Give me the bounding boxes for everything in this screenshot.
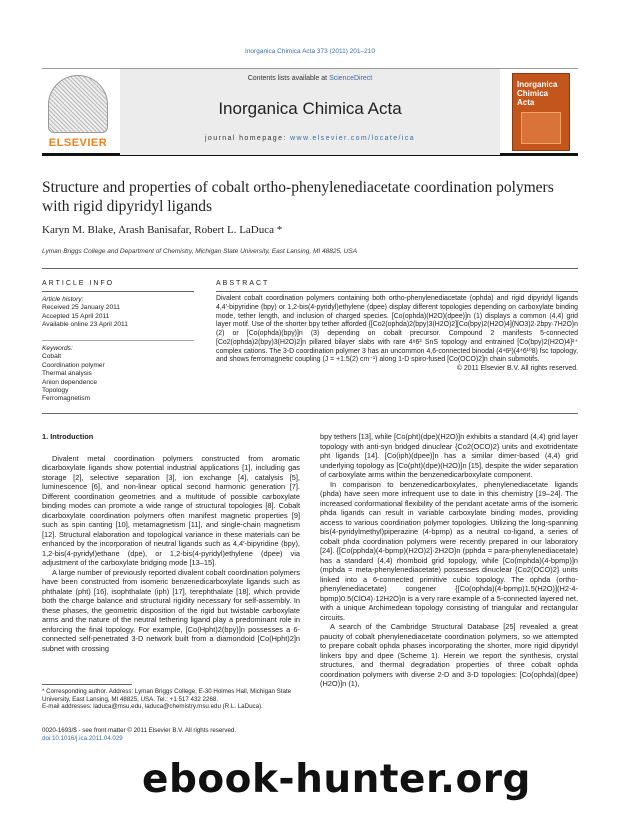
divider bbox=[42, 291, 194, 292]
divider bbox=[42, 340, 194, 341]
journal-banner bbox=[120, 69, 500, 155]
keywords-label: Keywords: bbox=[42, 345, 73, 352]
footnote-divider bbox=[42, 684, 132, 685]
paragraph: A large number of previously reported divalent cobalt coordination polymers have been constructed from isomeric benzenedicarboxylate ligands such as phthalate (pht) [16], isophthalate (iph) [17], terephthalate [18], which provide both the charge balance and structural rigidity necessary for self-assembly. In these phases, the geometric disposition of the rigid but twistable carboxylate arms and the nature of the neutral tethering ligand play a predominant role in enforcing the final topology. For example, [Co(Hpht)2(bpy)]n possesses a 6-connected self-penetrated 3-D network built from a diamondoid [Co(Hpht)2]n subnet with crossing bbox=[42, 567, 300, 653]
body-left-column bbox=[42, 432, 300, 653]
homepage-prefix: journal homepage: bbox=[204, 135, 291, 142]
doi-link[interactable]: doi:10.1016/j.ica.2011.04.029 bbox=[42, 734, 123, 742]
journal-title: Inorganica Chimica Acta bbox=[218, 99, 402, 118]
email-addresses[interactable]: E-mail addresses: laduca@msu.edu, laduca@chemistry.msu.edu (R.L. LaDuca). bbox=[42, 703, 263, 711]
section-heading: 1. Introduction bbox=[42, 432, 94, 441]
body-right-column bbox=[320, 432, 578, 689]
sciencedirect-link[interactable]: ScienceDirect bbox=[329, 75, 373, 82]
abstract-heading: ABSTRACT bbox=[216, 280, 270, 287]
paragraph: In comparison to benzenedicarboxylates, phenylenediacetate ligands (phda) have seen more infrequent use to date in this chemistry [19–24]. The increased conformational flexibility of the pendant acetate arms of the isomeric phda ligands can result in variable carboxylate binding modes, providing access to various coordination polymer topologies. Utilizing the long-spanning bis(4-pyridylmethyl)piperazine (4-bpmp) as a neutral co-ligand, a series of cobalt phda coordination polymers were recently prepared in our laboratory [24]. {[Co(pphda)(4-bpmp)(H2O)2]·2H2O}n (pphda = para-phenylenediacetate) has a standard (4,4) rhomboid grid topology, while [Co(mphda)(4-bpmp)]n (mphda = meta-phenylenediacetate) possesses dinuclear {Co2(OCO)2} units linked into a 6-connected primitive cubic topology. The ophda (ortho-phenylenediacetate) congener {[Co(ophda)(4-bpmp)1.5(H2O)](H2-4-bpmp)0.5(ClO4)·12H2O}n is a very rare example of a 5-connected layered net, with a unique Archimedean topology consisting of triangular and rectangular circuits. bbox=[320, 479, 578, 622]
keyword: Thermal analysis bbox=[42, 370, 92, 378]
abstract-copyright: © 2011 Elsevier B.V. All rights reserved. bbox=[456, 365, 578, 372]
article-title: Structure and properties of cobalt ortho-phenylenediacetate coordination polymers with rigid dipyridyl ligands bbox=[42, 179, 554, 215]
journal-citation[interactable]: Inorganica Chimica Acta 373 (2011) 201–210 bbox=[245, 48, 375, 55]
paragraph: Divalent metal coordination polymers constructed from aromatic dicarboxylate ligands show potential industrial applications [1], including gas storage [2], selective separation [3], ion exchange [4], catalysis [5], luminescence [6], and non-linear optical second harmonic generation [7]. Different coordination geometries and a multitude of possible carboxylate binding modes can promote a wide range of structural topologies [8]. Cobalt dicarboxylate coordination polymers often manifest magnetic properties [9] such as spin canting [10], metamagnetism [11], and single-chain magnetism [12]. Structural elaboration and topological variance in these materials can be enhanced by the incorporation of neutral ligands such as 4,4′-bipyridine (bpy), 1,2-bis(4-pyridyl)ethane (dpe), or 1,2-bis(4-pyridyl)ethylene (dpee) via adjustment of the carboxylate bridging mode [13–15]. bbox=[42, 453, 300, 567]
keyword: Topology bbox=[42, 387, 69, 395]
corresponding-author-note: * Corresponding author. Address: Lyman Briggs College, E-30 Holmes Hall, Michigan State University, East Lansing, MI 48825, USA. Tel.: +1 517 432 2268. bbox=[42, 688, 292, 703]
keyword: Coordination polymer bbox=[42, 361, 105, 369]
paragraph: A search of the Cambridge Structural Database [25] revealed a great paucity of cobalt phenylenediacetate coordination polymers, so we attempted to prepare cobalt ophda phases incorporating the shorter, more rigid dipyridyl linkers bpy and dpee (Scheme 1). Herein we report the synthesis, crystal structures, and thermal degradation properties of three cobalt ophda coordination polymers with diverse 2-D and 3-D topologies: [Co(ophda)(dpee)(H2O)]n (1), bbox=[320, 622, 578, 688]
keywords bbox=[42, 345, 194, 404]
issn-line: 0020-1693/$ - see front matter © 2011 Elsevier B.V. All rights reserved. bbox=[42, 727, 237, 734]
front-matter bbox=[42, 727, 300, 742]
footnote bbox=[42, 688, 300, 711]
watermark-text: ebook-hunter.org bbox=[142, 757, 531, 802]
author-affiliation: Lyman Briggs College and Department of Chemistry, Michigan State University, East Lansing, MI 48825, USA bbox=[42, 248, 358, 255]
keyword: Ferromagnetism bbox=[42, 395, 91, 403]
divider bbox=[42, 413, 578, 414]
history-label: Article history: bbox=[42, 296, 84, 303]
homepage-link[interactable]: www.elsevier.com/locate/ica bbox=[290, 135, 416, 142]
abstract-body bbox=[216, 295, 578, 374]
publisher-wordmark: ELSEVIER bbox=[48, 137, 108, 149]
journal-cover-thumbnail[interactable] bbox=[512, 73, 570, 151]
contents-prefix: Contents lists available at bbox=[247, 75, 330, 82]
keyword: Anion dependence bbox=[42, 378, 97, 386]
article-history bbox=[42, 296, 194, 330]
history-item: Available online 23 April 2011 bbox=[42, 321, 128, 329]
article-info-heading: ARTICLE INFO bbox=[42, 280, 115, 287]
journal-header bbox=[42, 68, 578, 156]
history-item: Received 25 January 2011 bbox=[42, 304, 120, 312]
keyword: Cobalt bbox=[42, 353, 62, 361]
tree-emblem-icon bbox=[48, 75, 108, 133]
history-item: Accepted 15 April 2011 bbox=[42, 312, 110, 320]
contents-line bbox=[120, 75, 500, 82]
abstract-text: Divalent cobalt coordination polymers containing both ortho-phenylenediacetate (ophda) and rigid dipyridyl ligands 4,4′-bipyridine (bpy) or 1,2-bis(4-pyridyl)ethylene (dpee) display different topologies depending on carboxylate binding mode, tether length, and inclusion of charged species. [Co(ophda)(H2O)(dpee)]n (1) displays a common (4,4) grid layer motif. Use of the shorter bpy tether afforded {[Co2(ophda)2(bpy)3(H2O)2][Co(bpy)2(H2O)4](NO3)2·2bpy·7H2O}n (2) or [Co(ophda)(bpy)]n (3) depending on cobalt precursor. Compound 2 manifests 5-connected [Co2(ophda)2(bpy)3(H2O)2]n pillared bilayer slabs with rare 4⁸6² SnS topology and entrained [Co(bpy)2(H2O)4]²⁺ complex cations. The 3-D coordination polymer 3 has an uncommon 4,6-connected binodal (4⁴6²)(4⁴6¹⁰8) fsc topology, and shows ferromagnetic coupling (J = +1.5(2) cm⁻¹) along 1-D spiro-fused [Co(OCO)2]n chain submotifs. bbox=[216, 295, 578, 364]
divider bbox=[42, 268, 578, 269]
elsevier-logo[interactable] bbox=[42, 71, 114, 153]
cover-title: Inorganica Chimica Acta bbox=[517, 80, 558, 107]
paragraph: bpy tethers [13], while [Co(pht)(dpe)(H2O)]n exhibits a standard (4,4) grid layer topology with anti-syn bridged dinuclear {Co2(OCO)2} units and exotridentate pht ligands [14]. [Co(iph)(dpee)]n has a similar dimer-based (4,4) grid underlying topology as [Co(pht)(dpe)(H2O)]n [15], despite the wider separation of carboxylate arms within the benzenedicarboxylate component. bbox=[320, 432, 578, 479]
divider bbox=[216, 291, 578, 292]
article-authors: Karyn M. Blake, Arash Banisafar, Robert L. LaDuca * bbox=[42, 224, 283, 236]
journal-homepage bbox=[120, 135, 500, 142]
cover-image bbox=[521, 112, 561, 144]
